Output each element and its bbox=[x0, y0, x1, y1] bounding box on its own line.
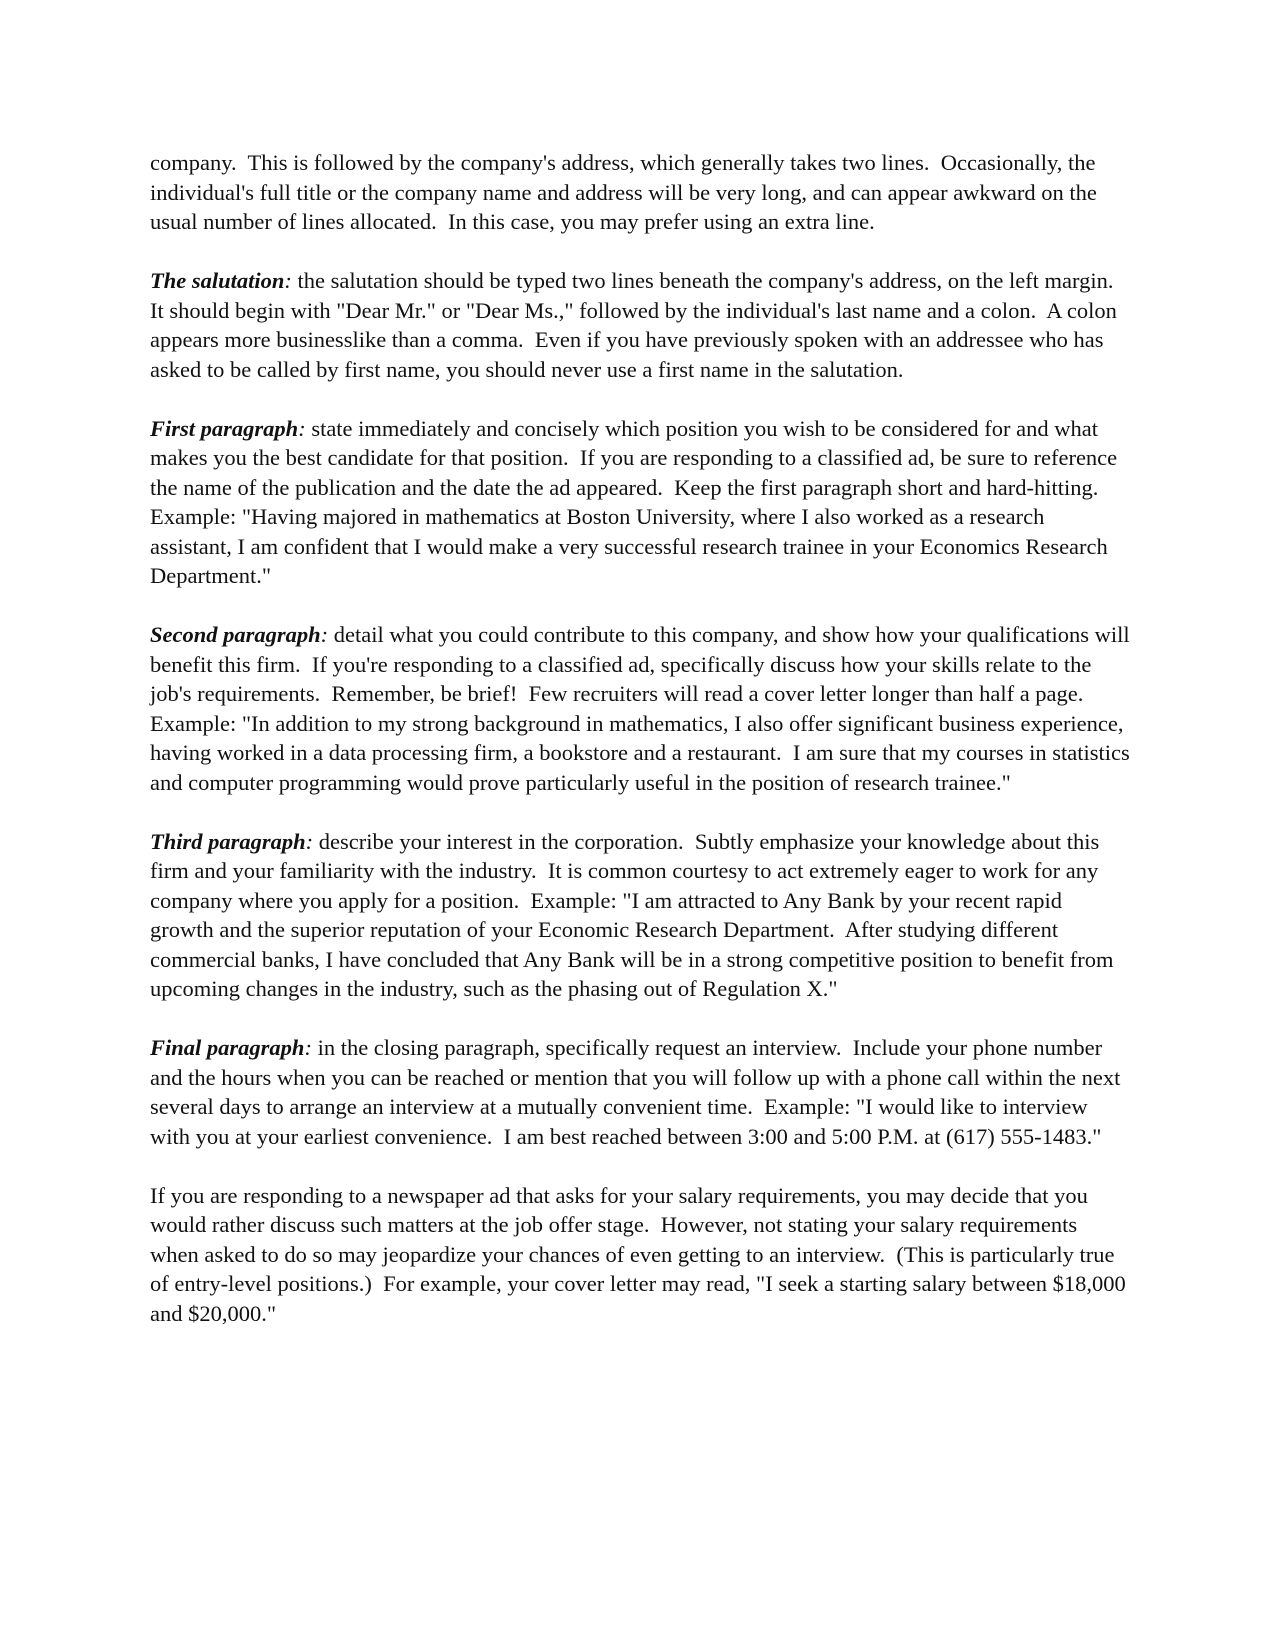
final-paragraph-heading: Final paragraph bbox=[150, 1035, 305, 1060]
third-paragraph-heading: Third paragraph bbox=[150, 828, 306, 854]
first-paragraph bbox=[150, 414, 1130, 591]
second-paragraph-text: detail what you could contribute to this company, and show how your qualifications will benefit this firm. If you're responding to a classified ad, specifically discuss how your skills relate to the job's requirements. Remember, be brief! Few recruiters will read a cover letter longer than half a page. Example: "In addition to my strong background in mathematics, I also offer significant business experience, having worked in a data processing firm, a bookstore and a restaurant. I am sure that my courses in statistics and computer programming would prove particularly useful in the position of research trainee." bbox=[150, 622, 1136, 795]
third-paragraph bbox=[150, 827, 1130, 1004]
final-paragraph bbox=[150, 1033, 1130, 1151]
second-paragraph-heading: Second paragraph bbox=[150, 622, 321, 647]
salutation-colon: : bbox=[284, 268, 292, 293]
salary-paragraph: If you are responding to a newspaper ad that asks for your salary requirements, you may decide that you would rather discuss such matters at the job offer stage. However, not stating your salary requirements when asked to do so may jeopardize your chances of even getting to an interview. (This is particularly true of entry-level positions.) For example, your cover letter may read, "I seek a starting salary between $18,000 and $20,000." bbox=[150, 1182, 1132, 1326]
second-paragraph bbox=[150, 620, 1136, 797]
salutation-paragraph bbox=[150, 266, 1130, 384]
final-paragraph-colon: : bbox=[304, 1035, 312, 1060]
first-paragraph-text: state immediately and concisely which position you wish to be considered for and what makes you the best candidate for that position. If you are responding to a classified ad, be sure to reference the name of the publication and the date the ad appeared. Keep the first paragraph short and hard-hitting. Example: "Having majored in mathematics at Boston University, where I also worked as a research assistant, I am confident that I would make a very successful research trainee in your Economics Research Department." bbox=[150, 415, 1123, 588]
salutation-text: the salutation should be typed two lines beneath the company's address, on the left margin. It should begin with "Dear Mr." or "Dear Ms.," followed by the individual's last name and a colon. A colon appears more businesslike than a comma. Even if you have previously spoken with an addressee who has asked to be called by first name, you should never use a first name in the salutation. bbox=[150, 268, 1125, 382]
first-paragraph-colon: : bbox=[298, 415, 306, 441]
third-paragraph-colon: : bbox=[305, 828, 314, 854]
second-paragraph-colon: : bbox=[320, 622, 329, 647]
intro-paragraph: company. This is followed by the company's address, which generally takes two lines. Occasionally, the individual's full title or the company name and address will be very long, and can appear awkward on the usual number of lines allocated. In this case, you may prefer using an extra line. bbox=[150, 150, 1103, 234]
third-paragraph-text: describe your interest in the corporation. Subtly emphasize your knowledge about this firm and your familiarity with the industry. It is common courtesy to act extremely eager to work for any company where you apply for a position. Example: "I am attracted to Any Bank by your recent rapid growth and the superior reputation of your Economic Research Department. After studying different commercial banks, I have concluded that Any Bank will be in a strong competitive position to benefit from upcoming changes in the industry, such as the phasing out of Regulation X." bbox=[150, 828, 1120, 1001]
first-paragraph-heading: First paragraph bbox=[150, 415, 299, 441]
salutation-heading: The salutation bbox=[150, 268, 285, 293]
document-body bbox=[150, 148, 1136, 1328]
final-paragraph-text: in the closing paragraph, specifically request an interview. Include your phone number and the hours when you can be reached or mention that you will follow up with a phone call within the next several days to arrange an interview at a mutually convenient time. Example: "I would like to interview with you at your earliest convenience. I am best reached between 3:00 and 5:00 P.M. at (617) 555-1483." bbox=[150, 1035, 1127, 1149]
